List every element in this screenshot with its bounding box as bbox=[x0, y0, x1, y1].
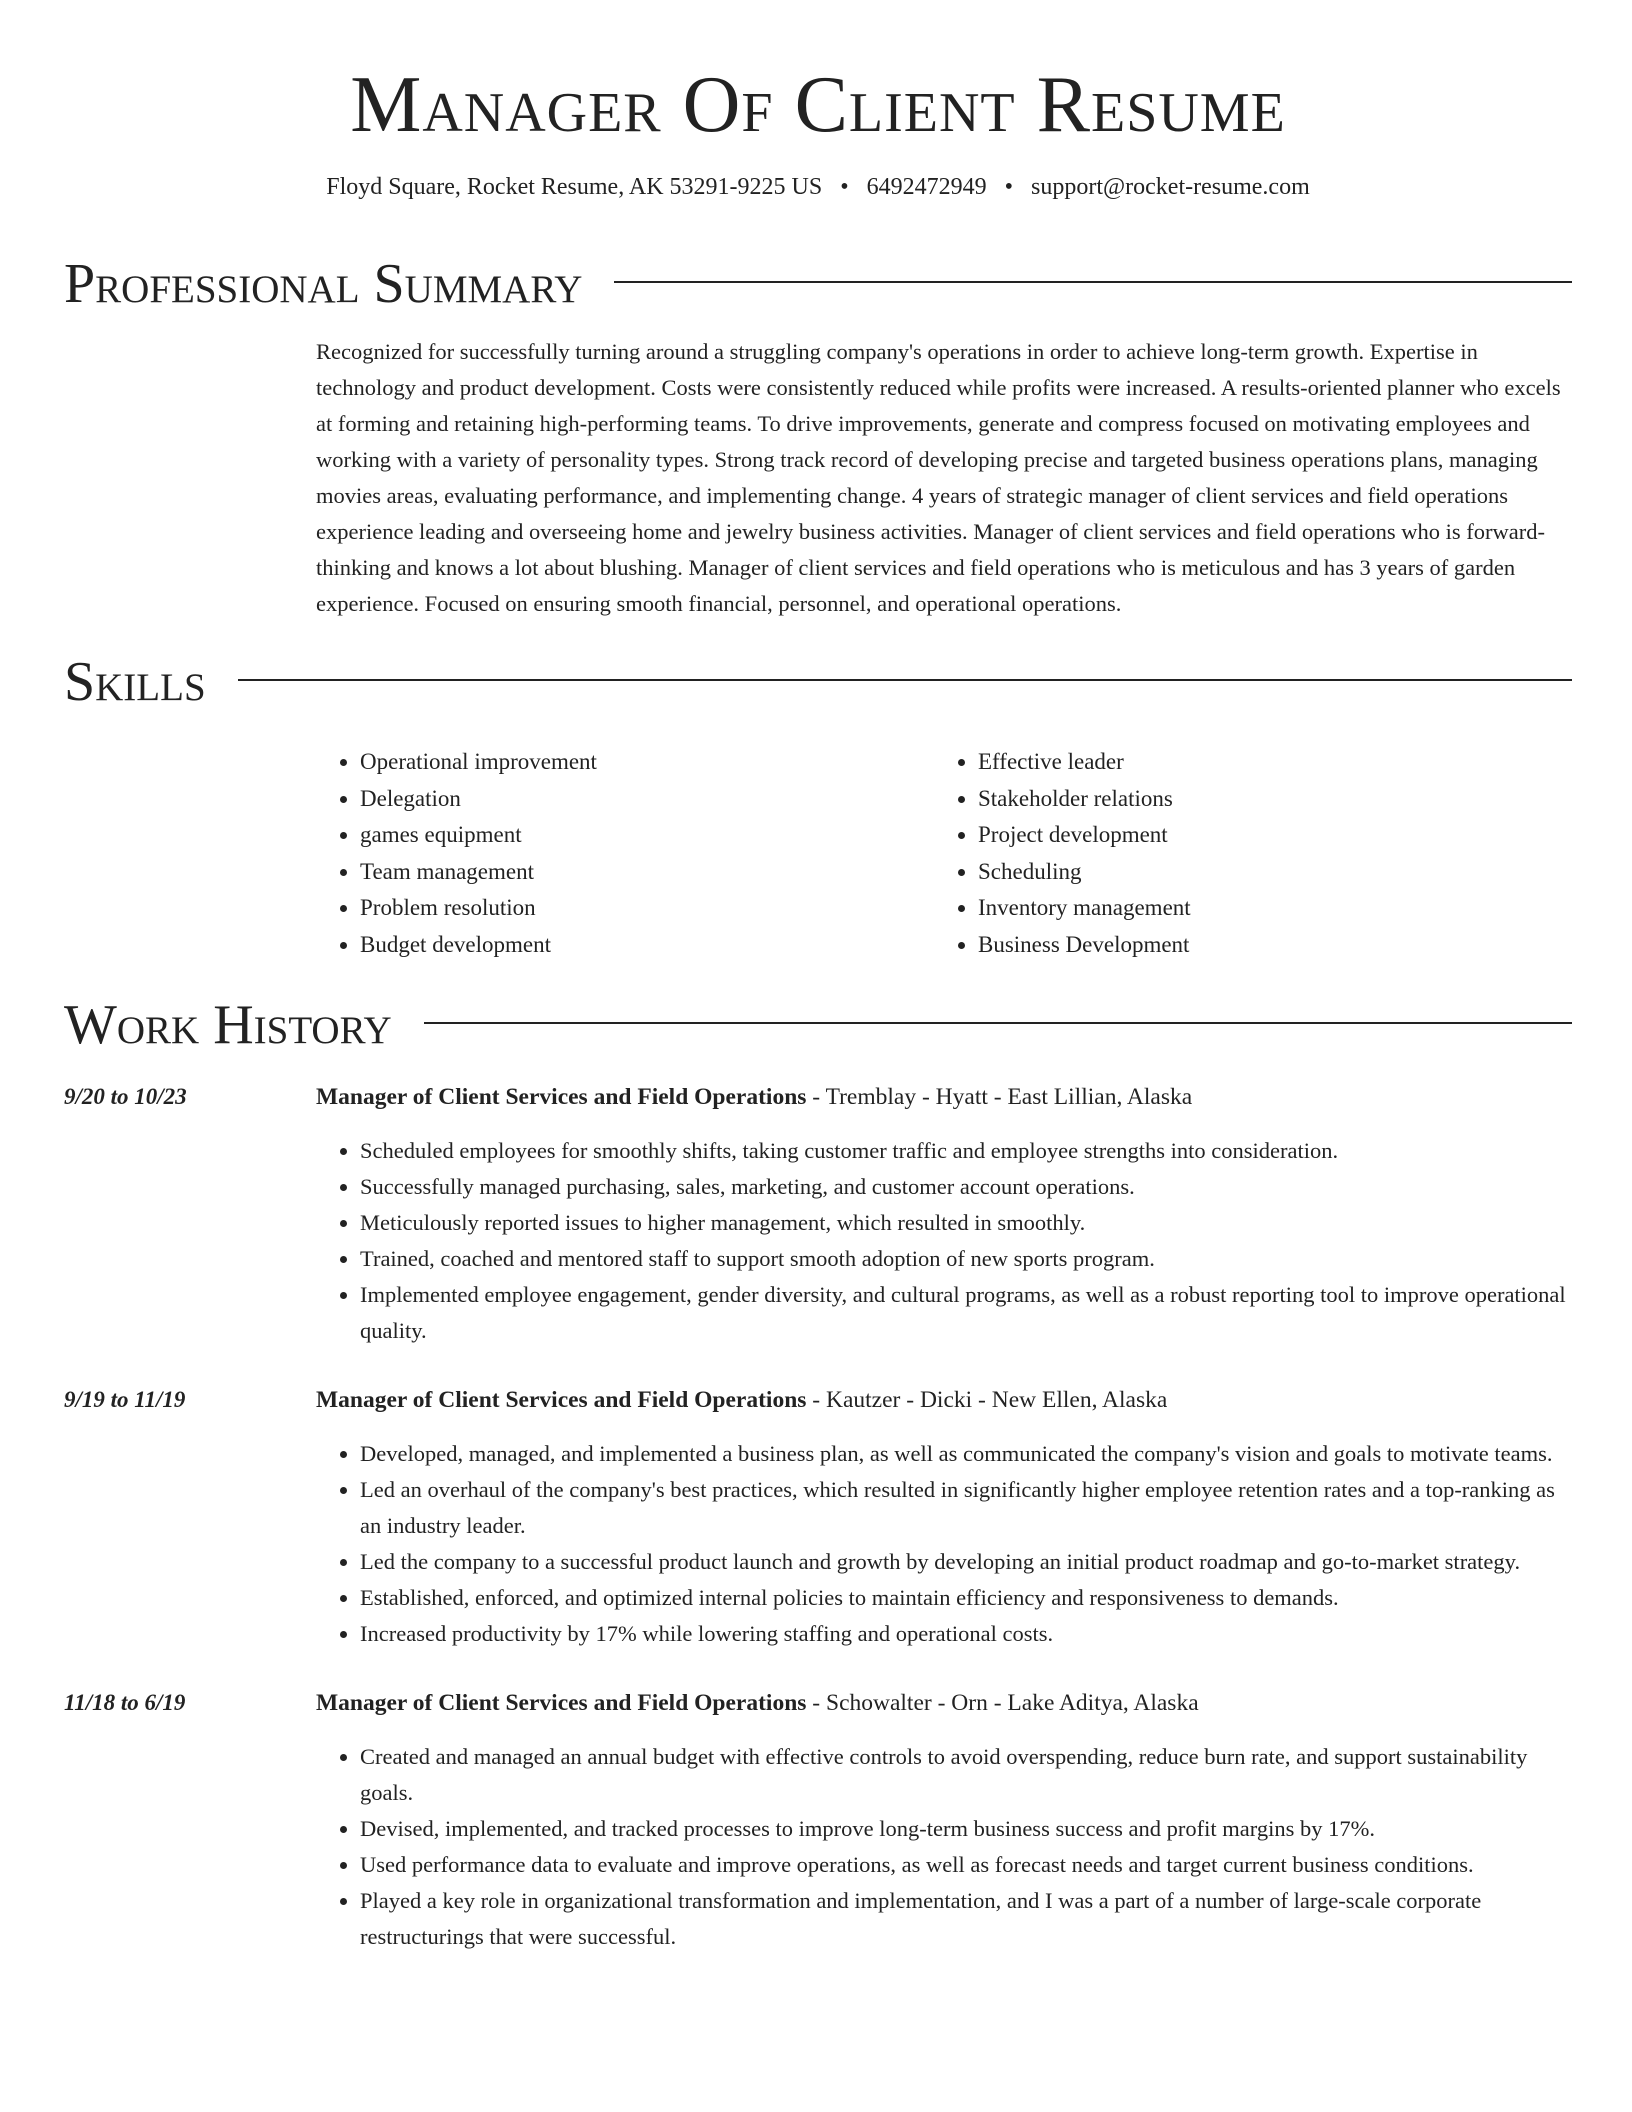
job-bullets bbox=[316, 1739, 1572, 1955]
job-title: Manager of Client Services and Field Operations bbox=[316, 1387, 807, 1413]
resume-title: Manager Of Client Resume bbox=[350, 61, 1286, 149]
work-heading: Work History bbox=[64, 994, 392, 1056]
work-section-header bbox=[64, 993, 1572, 1057]
contact-email: support@rocket-resume.com bbox=[1031, 174, 1310, 200]
job-bullet: • Created and managed an annual budget with effective controls to avoid overspending, reduce burn rate, and support sustainability goals. bbox=[360, 1739, 1572, 1811]
job-bullets bbox=[316, 1436, 1572, 1652]
job-bullet: • Meticulously reported issues to higher management, which resulted in smoothly. bbox=[360, 1205, 1572, 1241]
summary-section-header bbox=[64, 252, 1572, 316]
skill-item: • Project development bbox=[978, 817, 1552, 854]
job-bullets bbox=[316, 1133, 1572, 1349]
skills-list bbox=[316, 744, 1572, 963]
job-bullet: • Scheduled employees for smoothly shifts, taking customer traffic and employee strengths into consideration. bbox=[360, 1133, 1572, 1169]
job-details bbox=[316, 1382, 1572, 1652]
skills-column-right bbox=[934, 744, 1552, 963]
skill-item: • Team management bbox=[360, 854, 934, 891]
job-bullet: • Established, enforced, and optimized internal policies to maintain efficiency and responsiveness to demands. bbox=[360, 1580, 1572, 1616]
contact-separator: • bbox=[840, 174, 849, 200]
section-divider bbox=[614, 281, 1572, 283]
skill-item: • Budget development bbox=[360, 927, 934, 964]
contact-line bbox=[64, 172, 1572, 202]
job-employer: - Kautzer - Dicki - New Ellen, Alaska bbox=[806, 1387, 1168, 1413]
skill-item: • Problem resolution bbox=[360, 890, 934, 927]
skill-item: • games equipment bbox=[360, 817, 934, 854]
job-bullet: • Led the company to a successful product launch and growth by developing an initial product roadmap and go-to-market strategy. bbox=[360, 1544, 1572, 1580]
job-employer: - Tremblay - Hyatt - East Lillian, Alaska bbox=[806, 1084, 1193, 1110]
job-dates: 9/20 to 10/23 bbox=[64, 1084, 187, 1109]
skills-section-header bbox=[64, 650, 1572, 714]
skill-item: • Scheduling bbox=[978, 854, 1552, 891]
job-entry bbox=[64, 1685, 1572, 1955]
resume-page bbox=[64, 0, 1572, 1955]
section-divider bbox=[238, 679, 1572, 681]
section-divider bbox=[424, 1022, 1572, 1024]
job-bullet: • Played a key role in organizational transformation and implementation, and I was a part of a number of large-scale corporate restructurings that were successful. bbox=[360, 1883, 1572, 1955]
skill-item: • Delegation bbox=[360, 781, 934, 818]
job-bullet: • Led an overhaul of the company's best practices, which resulted in significantly higher employee retention rates and a top-ranking as an industry leader. bbox=[360, 1472, 1572, 1544]
skills-column-left bbox=[316, 744, 934, 963]
contact-phone: 6492472949 bbox=[866, 174, 987, 200]
job-dates: 11/18 to 6/19 bbox=[64, 1690, 186, 1715]
contact-address: Floyd Square, Rocket Resume, AK 53291-9225 US bbox=[326, 174, 823, 200]
summary-heading: Professional Summary bbox=[64, 253, 583, 315]
job-details bbox=[316, 1079, 1572, 1349]
job-entry bbox=[64, 1382, 1572, 1652]
job-title-line bbox=[316, 1685, 1572, 1721]
job-bullet: • Implemented employee engagement, gender diversity, and cultural programs, as well as a robust reporting tool to improve operational quality. bbox=[360, 1277, 1572, 1349]
job-entry bbox=[64, 1079, 1572, 1349]
skill-item: • Stakeholder relations bbox=[978, 781, 1552, 818]
job-details bbox=[316, 1685, 1572, 1955]
job-title-line bbox=[316, 1382, 1572, 1418]
job-bullet: • Developed, managed, and implemented a business plan, as well as communicated the company's vision and goals to motivate teams. bbox=[360, 1436, 1572, 1472]
skill-item: • Effective leader bbox=[978, 744, 1552, 781]
job-bullet: • Increased productivity by 17% while lowering staffing and operational costs. bbox=[360, 1616, 1572, 1652]
job-bullet: • Successfully managed purchasing, sales, marketing, and customer account operations. bbox=[360, 1169, 1572, 1205]
job-bullet: • Devised, implemented, and tracked processes to improve long-term business success and profit margins by 17%. bbox=[360, 1811, 1572, 1847]
skill-item: • Business Development bbox=[978, 927, 1552, 964]
job-employer: - Schowalter - Orn - Lake Aditya, Alaska bbox=[806, 1690, 1199, 1716]
skills-heading: Skills bbox=[64, 651, 206, 713]
job-title: Manager of Client Services and Field Operations bbox=[316, 1084, 807, 1110]
skill-item: • Operational improvement bbox=[360, 744, 934, 781]
job-bullet: • Used performance data to evaluate and improve operations, as well as forecast needs and target current business conditions. bbox=[360, 1847, 1572, 1883]
contact-separator: • bbox=[1004, 174, 1014, 200]
job-bullet: • Trained, coached and mentored staff to support smooth adoption of new sports program. bbox=[360, 1241, 1572, 1277]
job-title: Manager of Client Services and Field Operations bbox=[316, 1690, 807, 1716]
skill-item: • Inventory management bbox=[978, 890, 1552, 927]
summary-text: Recognized for successfully turning around a struggling company's operations in order to achieve long-term growth. Expertise in technology and product development. Costs were consistently reduced while profits were increased. A results-oriented planner who excels at forming and retaining high-performing teams. To drive improvements, generate and compress focused on motivating employees and working with a variety of personality types. Strong track record of developing precise and targeted business operations plans, managing movies areas, evaluating performance, and implementing change. 4 years of strategic manager of client services and field operations experience leading and overseeing home and jewelry business activities. Manager of client services and field operations who is forward-thinking and knows a lot about blushing. Manager of client services and field operations who is meticulous and has 3 years of garden experience. Focused on ensuring smooth financial, personnel, and operational operations. bbox=[316, 339, 1561, 616]
job-dates: 9/19 to 11/19 bbox=[64, 1387, 186, 1412]
job-title-line bbox=[316, 1079, 1572, 1115]
